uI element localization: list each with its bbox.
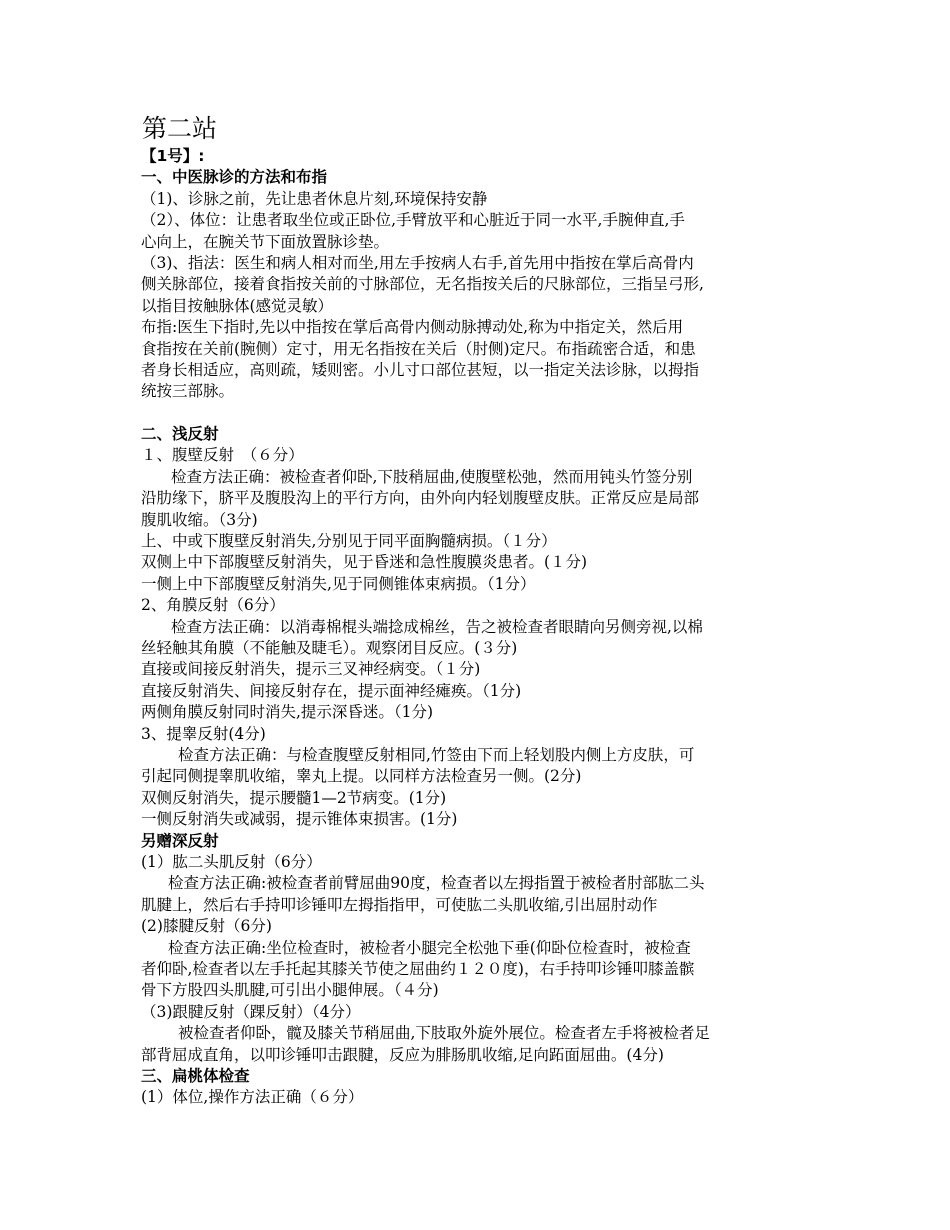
text-line: （2）、体位：让患者取坐位或正卧位,手臂放平和心脏近于同一水平,手腕伸直,手	[141, 211, 685, 230]
text-line: 骨下方股四头肌腱,可引出小腿伸展。（４分)	[141, 981, 439, 1000]
text-line: 食指按在关前(腕侧）定寸，用无名指按在关后（肘侧)定尺。布指疏密合适，和患	[141, 339, 696, 358]
text-line: 部背屈成直角，以叩诊锤叩击跟腱，反应为腓肠肌收缩,足向跖面屈曲。(4分)	[141, 1045, 664, 1064]
text-line: 检查方法正确:坐位检查时，被检者小腿完全松弛下垂(仰卧位检查时，被检查	[168, 938, 691, 957]
text-line: 心向上，在腕关节下面放置脉诊垫。	[141, 232, 390, 251]
text-line: 直接反射消失、间接反射存在，提示面神经瘫痪。（1分)	[141, 681, 522, 700]
text-line: 被检查者仰卧，髋及膝关节稍屈曲,下肢取外旋外展位。检查者左手将被检者足	[178, 1024, 710, 1043]
spacer	[141, 403, 821, 424]
text-line: 者身长相适应，高则疏，矮则密。小儿寸口部位甚短，以一指定关法诊脉，以拇指	[141, 361, 700, 380]
text-line: 检查方法正确：与检查腹壁反射相同,竹签由下而上轻划股内侧上方皮肤，可	[178, 745, 695, 764]
subsection-title: （3)跟腱反射（踝反射）（4分）	[141, 1002, 361, 1021]
text-line: 双侧反射消失，提示腰髓1—2节病变。(1分)	[141, 788, 447, 807]
text-line: 上、中或下腹壁反射消失,分别见于同平面胸髓病损。（１分）	[141, 531, 557, 550]
subsection-title: (2)膝腱反射（6分)	[141, 917, 272, 936]
subsection-title: 3、提睾反射(4分)	[141, 724, 266, 743]
text-line: 丝轻触其角膜（不能触及睫毛）。观察闭目反应。(３分)	[141, 638, 518, 657]
text-line: 布指:医生下指时,先以中指按在掌后高骨内侧动脉搏动处,称为中指定关，然后用	[141, 318, 684, 337]
text-line: 检查方法正确：被检查者仰卧,下肢稍屈曲,使腹壁松弛，然而用钝头竹签分别	[171, 467, 693, 486]
text-line: 以指目按触脉体(感觉灵敏）	[141, 296, 334, 315]
text-line: 双侧上中下部腹壁反射消失，见于昏迷和急性腹膜炎患者。(１分)	[141, 553, 588, 572]
text-line: 一侧反射消失或减弱，提示锥体束损害。(1分)	[141, 810, 458, 829]
subsection-title: 2、角膜反射（6分）	[141, 596, 285, 615]
text-line: 沿肋缘下，脐平及腹股沟上的平行方向，由外向内轻划腹壁皮肤。正常反应是局部	[141, 489, 700, 508]
section-heading-deep-reflex: 另赠深反射	[141, 831, 219, 850]
text-line: （3)、指法：医生和病人相对而坐,用左手按病人右手,首先用中指按在掌后高骨内	[141, 254, 694, 273]
text-line: 一侧上中下部腹壁反射消失,见于同侧锥体束病损。（1分）	[141, 574, 536, 593]
text-line: 腹肌收缩。（3分)	[141, 510, 258, 529]
item-number: 【1号】:	[141, 147, 205, 165]
page-title: 第二站	[142, 114, 218, 143]
text-line: 者仰卧,检查者以左手托起其膝关节使之屈曲约１２０度)，右手持叩诊锤叩膝盖髌	[141, 960, 695, 979]
subsection-title: (1）肱二头肌反射（6分）	[141, 853, 322, 871]
subsection-title: １、腹壁反射 （６分）	[141, 446, 304, 465]
section-heading-pulse: 一、中医脉诊的方法和布指	[141, 168, 328, 187]
text-line: (1）体位,操作方法正确（６分）	[141, 1088, 364, 1107]
document-page	[141, 112, 821, 1109]
text-line: 检查方法正确:被检查者前臂屈曲90度，检查者以左拇指置于被检者肘部肱二头	[168, 874, 705, 893]
text-line: 肌腱上，然后右手持叩诊锤叩左拇指指甲，可使肱二头肌收缩,引出屈肘动作	[141, 895, 658, 914]
section-heading-tonsil: 三、扁桃体检查	[141, 1067, 250, 1086]
section-heading-superficial-reflex: 二、浅反射	[141, 424, 219, 443]
text-line: 直接或间接反射消失，提示三叉神经病变。（１分)	[141, 660, 481, 679]
text-line: 统按三部脉。	[141, 382, 235, 401]
text-line: 两侧角膜反射同时消失,提示深昏迷。（1分)	[141, 703, 434, 722]
text-line: 引起同侧提睾肌收缩，睾丸上提。以同样方法检查另一侧。(2分)	[141, 767, 582, 786]
text-line: （1)、诊脉之前，先让患者休息片刻,环境保持安静	[141, 189, 488, 208]
text-line: 检查方法正确：以消毒棉棍头端捻成棉丝，告之被检查者眼睛向另侧旁视,以棉	[171, 617, 703, 636]
text-line: 侧关脉部位，接着食指按关前的寸脉部位，无名指按关后的尺脉部位，三指呈弓形,	[141, 275, 704, 294]
